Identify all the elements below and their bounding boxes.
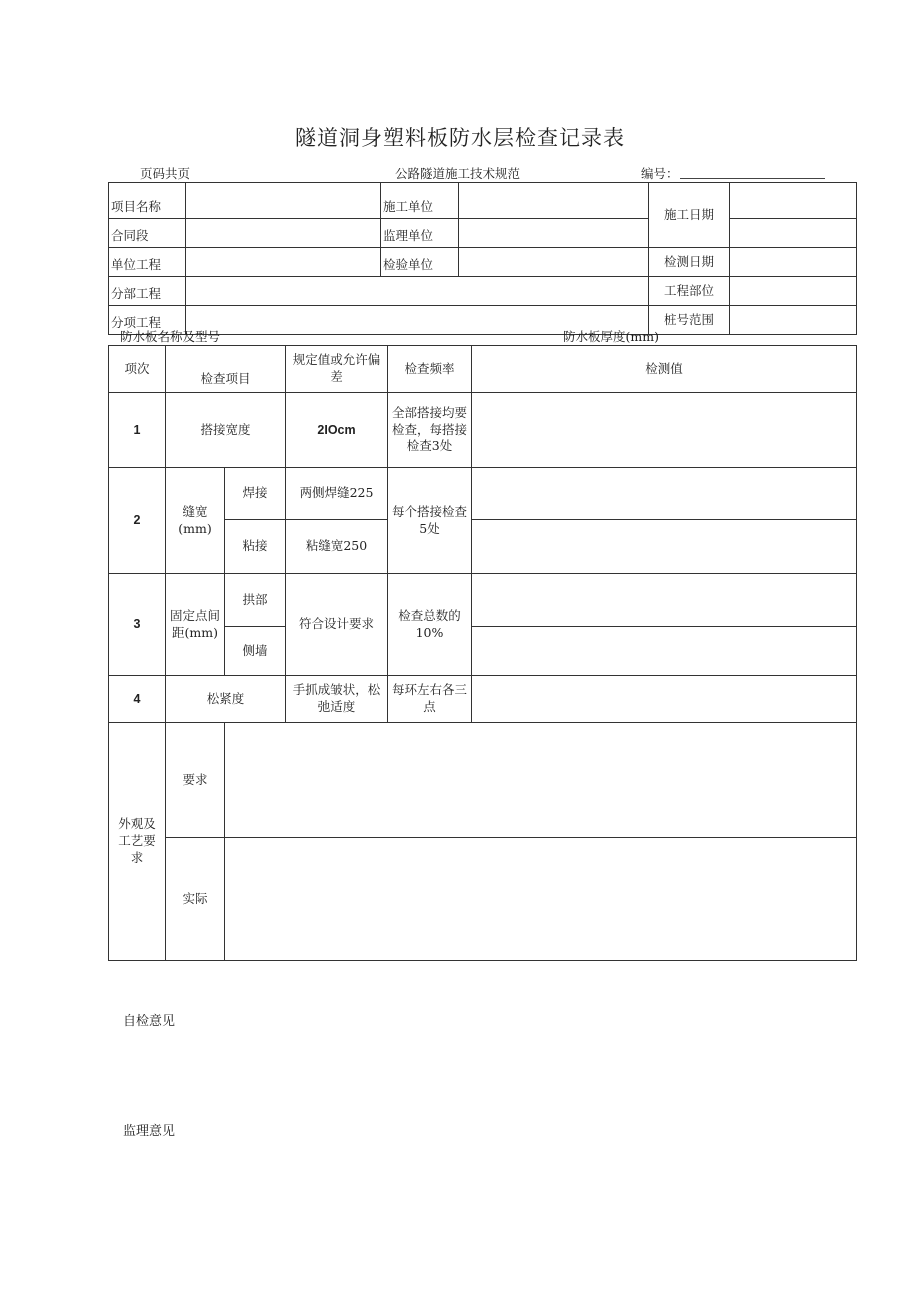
header-seq: 项次 — [109, 346, 166, 393]
contract-section-label: 合同段 — [109, 219, 186, 248]
contract-section-field[interactable] — [186, 219, 381, 248]
construction-date-field[interactable] — [730, 183, 857, 219]
row2-spec1: 两侧焊缝225 — [286, 468, 388, 520]
unit-project-label: 单位工程 — [109, 248, 186, 277]
project-location-field[interactable] — [730, 277, 857, 306]
row3-sub1: 拱部 — [225, 574, 286, 627]
row3-seq: 3 — [109, 574, 166, 676]
row2-measured1[interactable] — [472, 468, 857, 520]
header-measured: 检测值 — [472, 346, 857, 393]
row3-sub2: 侧墙 — [225, 627, 286, 676]
construction-unit-label: 施工单位 — [381, 183, 459, 219]
page-title: 隧道洞身塑料板防水层检查记录表 — [295, 126, 625, 150]
page-count: 页码共页 — [140, 166, 191, 181]
project-name-label: 项目名称 — [109, 183, 186, 219]
row3-freq: 检查总数的10% — [388, 574, 472, 676]
standard-name: 公路隧道施工技术规范 — [395, 166, 521, 181]
appearance-actual-label: 实际 — [166, 838, 225, 961]
division-project-field[interactable] — [186, 277, 649, 306]
construction-date-field-2[interactable] — [730, 219, 857, 248]
row3-measured1[interactable] — [472, 574, 857, 627]
inspection-date-field[interactable] — [730, 248, 857, 277]
chainage-range-field[interactable] — [730, 306, 857, 335]
row2-measured2[interactable] — [472, 520, 857, 574]
self-check-opinion-label: 自检意见 — [123, 1014, 176, 1029]
construction-unit-field[interactable] — [459, 183, 649, 219]
chainage-range-label: 桩号范围 — [649, 306, 730, 335]
construction-date-label: 施工日期 — [649, 183, 730, 248]
project-location-label: 工程部位 — [649, 277, 730, 306]
inspection-unit-label: 检验单位 — [381, 248, 459, 277]
unit-project-field[interactable] — [186, 248, 381, 277]
appearance-required-field[interactable] — [225, 723, 857, 838]
supervision-unit-label: 监理单位 — [381, 219, 459, 248]
row2-sub2: 粘接 — [225, 520, 286, 574]
project-name-field[interactable] — [186, 183, 381, 219]
row4-spec: 手抓成皱状，松弛适度 — [286, 676, 388, 723]
inspection-date-label: 检测日期 — [649, 248, 730, 277]
row3-item: 固定点间距(mm) — [166, 574, 225, 676]
row2-item: 缝宽(mm) — [166, 468, 225, 574]
division-project-label: 分部工程 — [109, 277, 186, 306]
row1-seq: 1 — [109, 393, 166, 468]
row2-freq: 每个搭接检查5处 — [388, 468, 472, 574]
board-name-model-label: 防水板名称及型号 — [120, 329, 221, 344]
row4-seq: 4 — [109, 676, 166, 723]
info-table — [108, 182, 857, 335]
number-label: 编号： — [641, 166, 679, 181]
row3-measured2[interactable] — [472, 627, 857, 676]
row2-sub1: 焊接 — [225, 468, 286, 520]
item-project-label: 分项工程 — [109, 306, 186, 335]
row4-item: 松紧度 — [166, 676, 286, 723]
appearance-actual-field[interactable] — [225, 838, 857, 961]
appearance-label: 外观及工艺要求 — [109, 723, 166, 961]
row2-spec2: 粘缝宽250 — [286, 520, 388, 574]
header-spec: 规定值或允许偏差 — [286, 346, 388, 393]
inspection-table — [108, 345, 857, 961]
inspection-unit-field[interactable] — [459, 248, 649, 277]
row4-freq: 每环左右各三点 — [388, 676, 472, 723]
row1-freq: 全部搭接均要检查，每搭接检查3处 — [388, 393, 472, 468]
number-field[interactable] — [680, 178, 825, 179]
board-thickness-label: 防水板厚度(mm) — [563, 329, 659, 344]
row1-spec: 2IOcm — [286, 393, 388, 468]
supervision-unit-field[interactable] — [459, 219, 649, 248]
row1-measured[interactable] — [472, 393, 857, 468]
row1-item: 搭接宽度 — [166, 393, 286, 468]
row4-measured[interactable] — [472, 676, 857, 723]
appearance-required-label: 要求 — [166, 723, 225, 838]
header-freq: 检查频率 — [388, 346, 472, 393]
row2-seq: 2 — [109, 468, 166, 574]
supervision-opinion-label: 监理意见 — [123, 1124, 176, 1139]
row3-spec: 符合设计要求 — [286, 574, 388, 676]
header-item: 检查项目 — [166, 346, 286, 393]
